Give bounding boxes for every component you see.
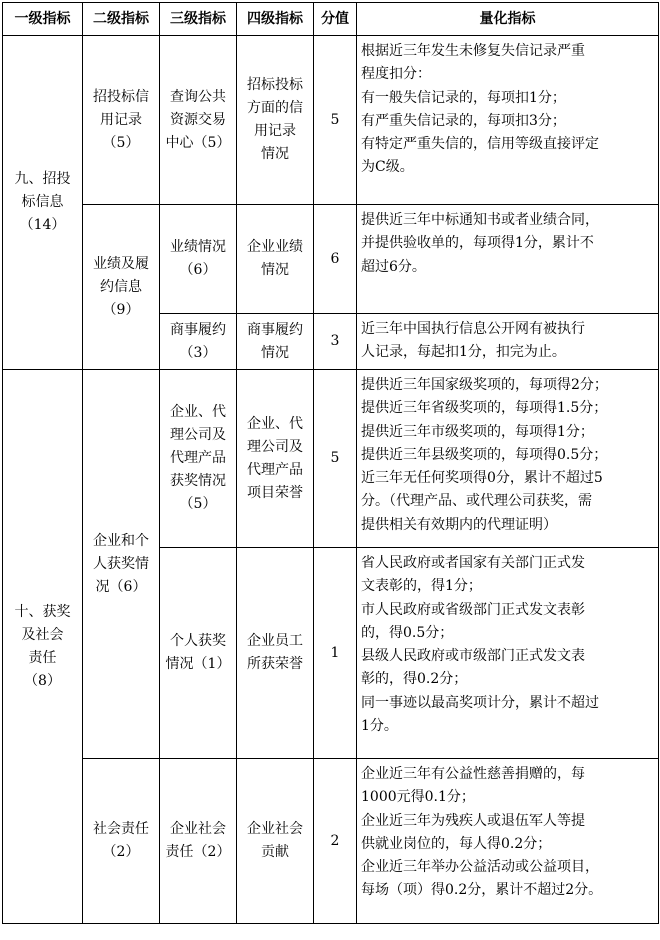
- level3-cell: [160, 548, 237, 759]
- cell-line: 企业员工: [247, 633, 303, 649]
- cell-line: 贡献: [261, 844, 289, 860]
- quant-line: 文表彰的，得1分；: [361, 578, 482, 595]
- quant-line: 1分。: [361, 718, 398, 735]
- quant-line: 同一事迹以最高奖项计分，累计不超过: [361, 694, 599, 711]
- cell-line: 方面的信: [247, 100, 303, 116]
- cell-line: 业绩及履: [93, 255, 149, 272]
- level4-cell: [237, 36, 314, 205]
- quant-line: 有严重失信记录的，每项扣3分；: [361, 112, 566, 129]
- level2-cell: [83, 370, 160, 759]
- cell-line: 中心（5）: [165, 134, 231, 151]
- cell-line: 情况: [261, 344, 289, 361]
- quant-line: 提供近三年市级奖项的，每项得1分；: [361, 423, 594, 440]
- level3-cell: [160, 314, 237, 370]
- cell-line: 用记录: [100, 111, 142, 128]
- cell-line: （2）: [102, 844, 140, 860]
- level4-cell: [237, 205, 314, 314]
- quant-line: 提供相关有效期内的代理证明）: [361, 516, 557, 533]
- quant-line: 人记录，每起扣1分，扣完为止。: [361, 344, 566, 361]
- cell-line: 资源交易: [170, 111, 226, 128]
- cell-line: 企业、代: [247, 415, 303, 432]
- cell-line: 标信息: [21, 194, 64, 210]
- cell-line: 十、获奖: [14, 603, 71, 620]
- header-level3: 三级指标: [160, 3, 237, 36]
- quant-cell: [357, 314, 659, 370]
- cell-line: （5）: [179, 496, 217, 512]
- cell-line: （5）: [102, 134, 140, 151]
- cell-line: 项目荣誉: [247, 484, 303, 501]
- quant-line: 的，得0.5分；: [361, 624, 454, 641]
- cell-line: 企业社会: [170, 821, 226, 837]
- cell-line: 情况: [261, 146, 289, 162]
- score-cell: 5: [314, 36, 357, 205]
- level3-cell: [160, 370, 237, 548]
- cell-line: 理公司及: [170, 427, 226, 443]
- cell-line: 招投标信: [93, 88, 149, 105]
- level4-cell: [237, 314, 314, 370]
- cell-line: 情况（1）: [165, 656, 231, 672]
- quant-line: 有特定严重失信的，信用等级直接评定: [361, 136, 599, 153]
- cell-line: 招标投标: [247, 77, 303, 93]
- quant-cell: [357, 548, 659, 759]
- quant-line: 为C级。: [361, 159, 414, 176]
- quant-line: 彰的，得0.2分；: [361, 671, 468, 688]
- cell-line: （8）: [24, 672, 61, 689]
- cell-line: 企业业绩: [247, 239, 303, 255]
- quant-line: 程度扣分：: [361, 66, 431, 83]
- score-cell: 3: [314, 314, 357, 370]
- cell-line: 获奖情况: [170, 473, 226, 489]
- quant-cell: [357, 759, 659, 924]
- quant-line: 提供近三年省级奖项的，每项得1.5分；: [361, 400, 608, 417]
- cell-line: 商事履约: [247, 321, 303, 338]
- cell-line: 约信息: [100, 278, 142, 295]
- header-level4: 四级指标: [237, 3, 314, 36]
- cell-line: 况（6）: [95, 578, 147, 595]
- cell-line: （6）: [179, 262, 217, 278]
- quant-line: 提供近三年县级奖项的，每项得0.5分；: [361, 446, 608, 463]
- cell-line: 企业、代: [170, 404, 226, 420]
- quant-line: 有一般失信记录的，每项扣1分；: [361, 89, 566, 106]
- score-cell: 2: [314, 759, 357, 924]
- cell-line: （9）: [102, 301, 140, 318]
- header-score: 分值: [314, 3, 357, 36]
- cell-line: （14）: [19, 217, 66, 233]
- cell-line: 企业社会: [247, 821, 303, 837]
- level4-cell: [237, 548, 314, 759]
- level2-cell: [83, 205, 160, 370]
- quant-line: 1000元得0.1分；: [361, 789, 475, 806]
- quant-cell: [357, 370, 659, 548]
- level4-cell: [237, 370, 314, 548]
- quant-line: 企业近三年有公益性慈善捐赠的，每: [361, 766, 585, 782]
- level3-cell: [160, 759, 237, 924]
- header-row: [3, 3, 659, 36]
- table-row: [3, 36, 659, 205]
- quant-cell: [357, 205, 659, 314]
- level2-cell: [83, 36, 160, 205]
- quant-line: 每场（项）得0.2分，累计不超过2分。: [361, 882, 603, 899]
- level3-cell: [160, 205, 237, 314]
- cell-line: 业绩情况: [170, 239, 226, 255]
- cell-line: 代理产品: [247, 461, 303, 478]
- quant-line: 近三年中国执行信息公开网有被执行: [361, 321, 585, 337]
- quant-line: 县级人民政府或市级部门正式发文表: [361, 648, 585, 665]
- cell-line: 用记录: [254, 123, 296, 139]
- cell-line: 情况: [261, 262, 289, 278]
- score-cell: 5: [314, 370, 357, 548]
- table-row: [3, 205, 659, 314]
- cell-line: 责任（2）: [165, 844, 231, 860]
- cell-line: 社会责任: [93, 821, 149, 837]
- cell-line: 责任: [28, 649, 57, 666]
- quant-line: 根据近三年发生未修复失信记录严重: [361, 43, 585, 59]
- quant-line: 市人民政府或省级部门正式发文表彰: [361, 601, 585, 618]
- quant-line: 分。（代理产品、或代理公司获奖，需: [361, 493, 592, 510]
- cell-line: 企业和个: [93, 532, 149, 549]
- level1-cell: [3, 36, 83, 370]
- level3-cell: [160, 36, 237, 205]
- quant-line: 供就业岗位的，每人得0.2分；: [361, 835, 552, 852]
- cell-line: 所获荣誉: [247, 656, 303, 672]
- score-cell: 1: [314, 548, 357, 759]
- quant-line: 企业近三年为残疾人或退伍军人等提: [361, 812, 585, 829]
- table-row: [3, 370, 659, 548]
- quant-line: 近三年无任何奖项得0分，累计不超过5: [361, 470, 603, 487]
- quant-line: 提供近三年中标通知书或者业绩合同，: [361, 212, 599, 228]
- quant-line: 提供近三年国家级奖项的，每项得2分；: [361, 377, 608, 393]
- quant-cell: [357, 36, 659, 205]
- cell-line: 九、招投: [14, 171, 71, 187]
- quant-line: 企业近三年举办公益活动或公益项目，: [361, 859, 599, 876]
- cell-line: 个人获奖: [170, 633, 226, 649]
- cell-line: 商事履约: [170, 321, 226, 338]
- quant-line: 省人民政府或者国家有关部门正式发: [361, 555, 585, 571]
- scoring-table: [2, 2, 659, 924]
- cell-line: 人获奖情: [93, 555, 149, 572]
- quant-line: 并提供验收单的，每项得1分，累计不: [361, 235, 594, 252]
- header-level1: 一级指标: [3, 3, 83, 36]
- cell-line: （3）: [179, 344, 217, 361]
- level2-cell: [83, 759, 160, 924]
- header-quant: 量化指标: [357, 3, 659, 36]
- header-level2: 二级指标: [83, 3, 160, 36]
- table-row: [3, 759, 659, 924]
- score-cell: 6: [314, 205, 357, 314]
- cell-line: 及社会: [21, 626, 64, 643]
- quant-line: 超过6分。: [361, 258, 426, 275]
- cell-line: 查询公共: [170, 88, 226, 105]
- level1-cell: [3, 370, 83, 924]
- cell-line: 代理产品: [170, 450, 226, 466]
- level4-cell: [237, 759, 314, 924]
- cell-line: 理公司及: [247, 438, 303, 455]
